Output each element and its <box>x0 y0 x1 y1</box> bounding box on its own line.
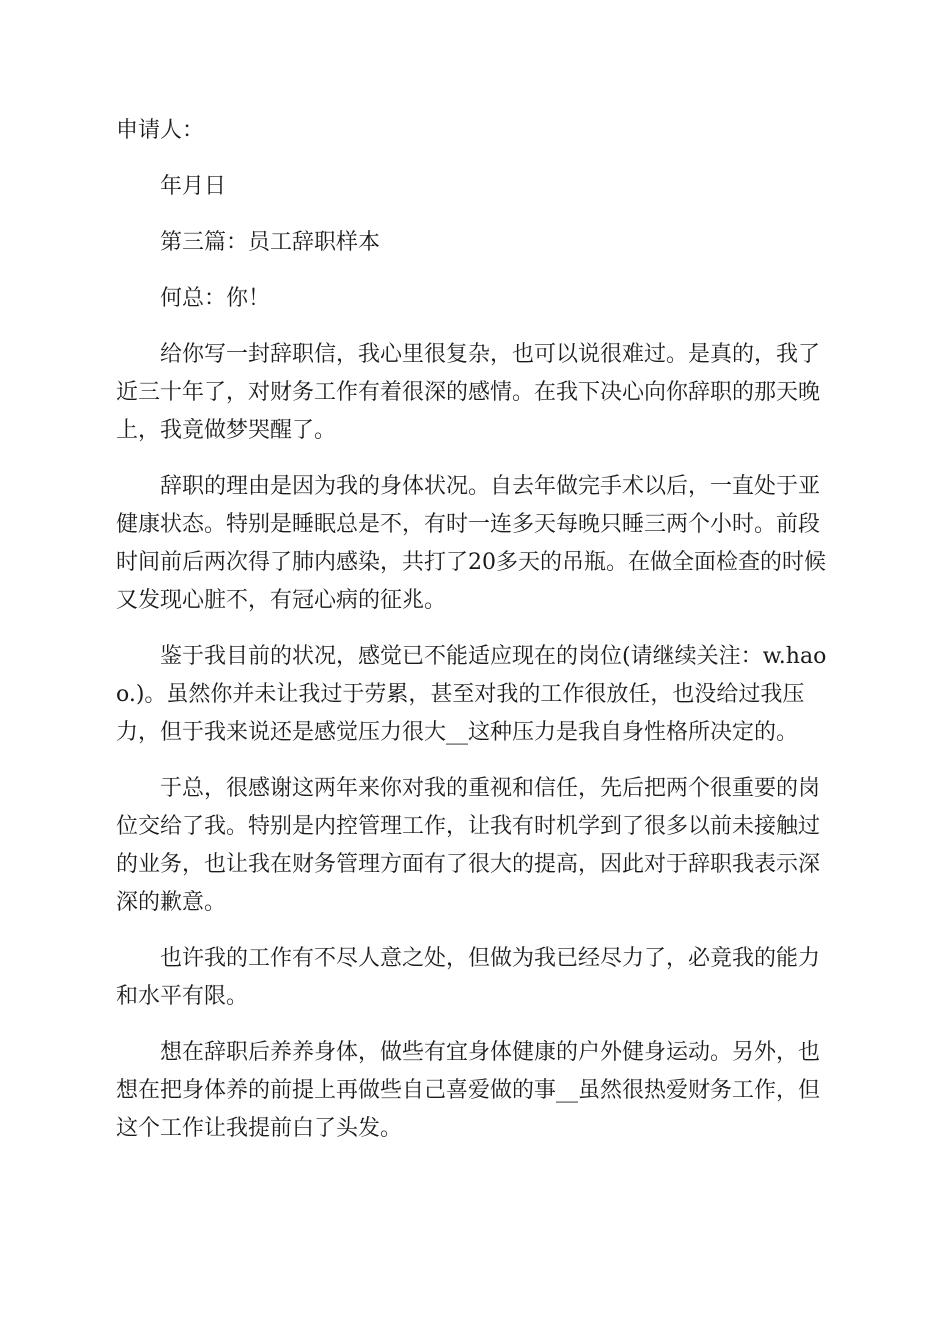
body-paragraph: 也许我的工作有不尽人意之处，但做为我已经尽力了，必竟我的能力和水平有限。 <box>116 946 821 1009</box>
document-page <box>116 112 836 1166</box>
body-paragraph: 想在辞职后养养身体，做些有宜身体健康的户外健身运动。另外，也想在把身体养的前提上再做些自己喜爱做的事__虽然很热爱财务工作，但这个工作让我提前白了头发。 <box>116 1040 821 1141</box>
body-paragraph: 鉴于我目前的状况，感觉已不能适应现在的岗位(请继续关注：w.haoo.)。虽然你并未让我过于劳累，甚至对我的工作很放任，也没给过我压力，但于我来说还是感觉压力很大__这种压力是我自身性格所决定的。 <box>116 644 827 745</box>
body-paragraph: 辞职的理由是因为我的身体状况。自去年做完手术以后，一直处于亚健康状态。特别是睡眠总是不，有时一连多天每晚只睡三两个小时。前段时间前后两次得了肺内感染，共打了20多天的吊瓶。在做全面检查的时候又发现心脏不，有冠心病的征兆。 <box>116 474 826 613</box>
date-line: 年月日 <box>160 174 227 199</box>
section-title: 第三篇：员工辞职样本 <box>160 230 381 255</box>
body-paragraph: 给你写一封辞职信，我心里很复杂，也可以说很难过。是真的，我了近三十年了，对财务工作有着很深的感情。在我下决心向你辞职的那天晚上，我竟做梦哭醒了。 <box>116 342 821 443</box>
body-paragraph: 于总，很感谢这两年来你对我的重视和信任，先后把两个很重要的岗位交给了我。特别是内控管理工作，让我有时机学到了很多以前未接触过的业务，也让我在财务管理方面有了很大的提高，因此对于辞职我表示深深的歉意。 <box>116 776 821 915</box>
greeting: 何总：你！ <box>160 286 271 311</box>
applicant-label: 申请人： <box>116 118 205 143</box>
